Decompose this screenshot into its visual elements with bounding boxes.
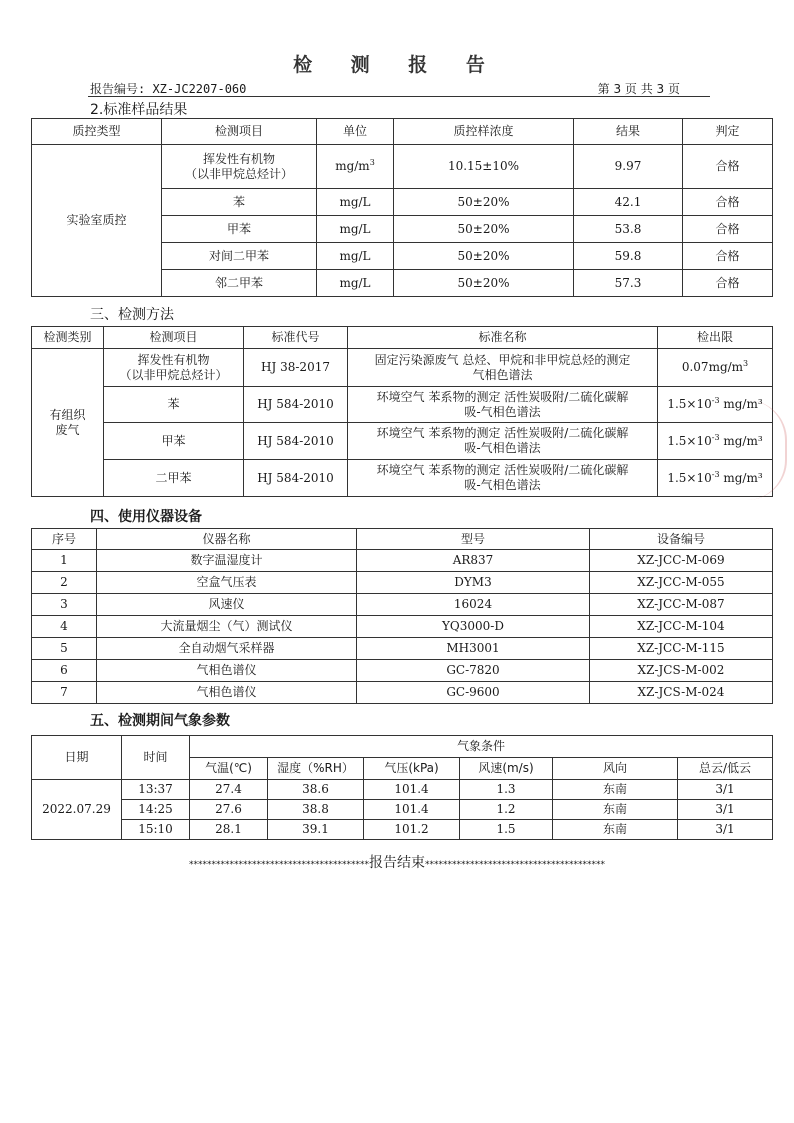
conc-cell: 50±20% (394, 270, 574, 297)
value-cell: 东南 (553, 780, 678, 800)
table-header-row (32, 529, 773, 550)
limit-text: 1.5×10 (667, 397, 712, 411)
header-cell: 质控类型 (32, 119, 162, 145)
value-cell: 3/1 (678, 780, 773, 800)
value-cell: 28.1 (190, 820, 268, 840)
report-header (88, 80, 710, 97)
table-row (32, 572, 773, 594)
section-methods-title: 三、检测方法 (90, 307, 174, 323)
value-cell: 27.6 (190, 800, 268, 820)
table-row (32, 423, 773, 460)
header-cell: 结果 (574, 119, 683, 145)
unit-superscript: 3 (369, 158, 375, 167)
table-row (32, 460, 773, 497)
instrument-name-cell: 风速仪 (97, 594, 357, 616)
table-header-row (32, 119, 773, 145)
value-cell: 38.6 (268, 780, 364, 800)
header-cell: 仪器名称 (97, 529, 357, 550)
category-cell: 有组织废气 (32, 349, 104, 497)
stars-right: **************************************** (425, 860, 605, 870)
table-row (32, 820, 773, 840)
seq-cell: 1 (32, 550, 97, 572)
seal-stamp-edge (745, 400, 787, 500)
header-cell: 质控样浓度 (394, 119, 574, 145)
standard-name-line1: 环境空气 苯系物的测定 活性炭吸附/二硫化碳解 (376, 463, 629, 477)
item-name-note: （以非甲烷总烃计） (119, 367, 228, 382)
table-row (32, 145, 773, 189)
item-name: 挥发性有机物 (137, 352, 210, 367)
subheader-cell: 风速(m/s) (460, 758, 553, 780)
header-cell: 检测类别 (32, 327, 104, 349)
seq-cell: 7 (32, 682, 97, 704)
equipment-no-cell: XZ-JCS-M-002 (590, 660, 773, 682)
limit-tail: mg/m³ (719, 433, 763, 448)
methods-table (31, 326, 773, 497)
limit-tail: mg/m³ (719, 397, 763, 411)
table-row (32, 550, 773, 572)
instrument-name-cell: 气相色谱仪 (97, 660, 357, 682)
item-cell: 苯 (162, 189, 317, 216)
header-cell: 判定 (683, 119, 773, 145)
table-row (32, 616, 773, 638)
instrument-name-cell: 空盒气压表 (97, 572, 357, 594)
result-cell: 9.97 (574, 145, 683, 189)
table-row (32, 780, 773, 800)
code-cell: HJ 584-2010 (244, 423, 348, 460)
standard-name-cell (348, 349, 658, 387)
report-title: 检 测 报 告 (293, 54, 501, 76)
judge-cell: 合格 (683, 189, 773, 216)
seq-cell: 5 (32, 638, 97, 660)
judge-cell: 合格 (683, 243, 773, 270)
model-cell: 16024 (357, 594, 590, 616)
equipment-no-cell: XZ-JCC-M-069 (590, 550, 773, 572)
model-cell: AR837 (357, 550, 590, 572)
seq-cell: 3 (32, 594, 97, 616)
value-cell: 101.4 (364, 780, 460, 800)
weather-table (31, 735, 773, 840)
subheader-cell: 风向 (553, 758, 678, 780)
report-number: 报告编号: XZ-JC2207-060 (90, 82, 247, 96)
unit-cell: mg/L (317, 216, 394, 243)
standard-name-cell (348, 423, 658, 460)
judge-cell: 合格 (683, 145, 773, 189)
value-cell: 39.1 (268, 820, 364, 840)
model-cell: DYM3 (357, 572, 590, 594)
value-cell: 东南 (553, 800, 678, 820)
item-cell (162, 145, 317, 189)
code-cell: HJ 584-2010 (244, 460, 348, 497)
header-cell: 时间 (122, 736, 190, 780)
header-cell: 序号 (32, 529, 97, 550)
section-standard-sample-title: 2.标准样品结果 (90, 102, 188, 118)
result-cell: 57.3 (574, 270, 683, 297)
limit-tail: mg/m³ (719, 470, 763, 485)
value-cell: 3/1 (678, 820, 773, 840)
standard-name-line2: 吸-气相色谱法 (464, 478, 541, 492)
date-cell: 2022.07.29 (32, 780, 122, 840)
judge-cell: 合格 (683, 270, 773, 297)
header-cell: 标准代号 (244, 327, 348, 349)
standard-name-line2: 吸-气相色谱法 (464, 441, 541, 455)
limit-text: 1.5×10 (667, 433, 712, 448)
conc-cell: 50±20% (394, 216, 574, 243)
equipment-no-cell: XZ-JCC-M-115 (590, 638, 773, 660)
item-cell: 甲苯 (162, 216, 317, 243)
conc-cell: 10.15±10% (394, 145, 574, 189)
value-cell: 东南 (553, 820, 678, 840)
table-row (32, 638, 773, 660)
header-cell: 气象条件 (190, 736, 773, 758)
unit-text: mg/m (335, 159, 370, 173)
limit-text: 0.07mg/m (681, 360, 744, 374)
header-cell: 标准名称 (348, 327, 658, 349)
table-header-row (32, 736, 773, 758)
value-cell: 27.4 (190, 780, 268, 800)
header-cell: 检测项目 (104, 327, 244, 349)
unit-cell (317, 145, 394, 189)
standard-name-line1: 固定污染源废气 总烃、甲烷和非甲烷总烃的测定 (374, 352, 631, 367)
limit-superscript: -3 (711, 469, 720, 479)
subheader-cell: 气温(℃) (190, 758, 268, 780)
table-row (32, 349, 773, 387)
model-cell: GC-7820 (357, 660, 590, 682)
value-cell: 3/1 (678, 800, 773, 820)
standard-name-cell (348, 460, 658, 497)
equipment-no-cell: XZ-JCC-M-087 (590, 594, 773, 616)
equipment-no-cell: XZ-JCC-M-104 (590, 616, 773, 638)
header-cell: 日期 (32, 736, 122, 780)
limit-superscript: 3 (743, 359, 749, 368)
time-cell: 14:25 (122, 800, 190, 820)
standard-name-line2: 气相色谱法 (472, 367, 533, 382)
item-cell (104, 349, 244, 387)
code-cell: HJ 584-2010 (244, 387, 348, 423)
seq-cell: 2 (32, 572, 97, 594)
judge-cell: 合格 (683, 216, 773, 243)
subheader-cell: 总云/低云 (678, 758, 773, 780)
value-cell: 101.4 (364, 800, 460, 820)
item-cell: 二甲苯 (104, 460, 244, 497)
limit-superscript: -3 (711, 432, 720, 442)
item-cell: 甲苯 (104, 423, 244, 460)
instrument-name-cell: 全自动烟气采样器 (97, 638, 357, 660)
result-cell: 59.8 (574, 243, 683, 270)
section-equipment-title: 四、使用仪器设备 (90, 509, 202, 525)
header-cell: 单位 (317, 119, 394, 145)
unit-cell: mg/L (317, 243, 394, 270)
instrument-name-cell: 气相色谱仪 (97, 682, 357, 704)
time-cell: 13:37 (122, 780, 190, 800)
item-cell: 苯 (104, 387, 244, 423)
value-cell: 101.2 (364, 820, 460, 840)
item-cell: 邻二甲苯 (162, 270, 317, 297)
result-cell: 42.1 (574, 189, 683, 216)
model-cell: MH3001 (357, 638, 590, 660)
table-row (32, 594, 773, 616)
instrument-name-cell: 大流量烟尘（气）测试仪 (97, 616, 357, 638)
table-row (32, 660, 773, 682)
subheader-cell: 湿度（%RH） (268, 758, 364, 780)
conc-cell: 50±20% (394, 189, 574, 216)
code-cell: HJ 38-2017 (244, 349, 348, 387)
standard-name-line1: 环境空气 苯系物的测定 活性炭吸附/二硫化碳解 (376, 389, 629, 404)
standard-name-cell (348, 387, 658, 423)
section-weather-title: 五、检测期间气象参数 (90, 713, 230, 729)
report-end-line (0, 852, 794, 872)
table-header-row (32, 327, 773, 349)
table-row (32, 387, 773, 423)
limit-superscript: -3 (711, 396, 720, 405)
standard-name-line2: 吸-气相色谱法 (464, 404, 541, 419)
unit-cell: mg/L (317, 270, 394, 297)
seq-cell: 4 (32, 616, 97, 638)
header-cell: 设备编号 (590, 529, 773, 550)
result-cell: 53.8 (574, 216, 683, 243)
page-info: 第 3 页 共 3 页 (597, 82, 680, 96)
header-cell: 型号 (357, 529, 590, 550)
table-row (32, 800, 773, 820)
unit-cell: mg/L (317, 189, 394, 216)
conc-cell: 50±20% (394, 243, 574, 270)
model-cell: YQ3000-D (357, 616, 590, 638)
seq-cell: 6 (32, 660, 97, 682)
equipment-no-cell: XZ-JCS-M-024 (590, 682, 773, 704)
item-name-note: （以非甲烷总烃计） (184, 166, 293, 181)
value-cell: 1.2 (460, 800, 553, 820)
subheader-cell: 气压(kPa) (364, 758, 460, 780)
item-name: 挥发性有机物 (202, 151, 275, 166)
model-cell: GC-9600 (357, 682, 590, 704)
equipment-table (31, 528, 773, 704)
standard-name-line1: 环境空气 苯系物的测定 活性炭吸附/二硫化碳解 (376, 426, 629, 440)
limit-text: 1.5×10 (667, 470, 712, 485)
value-cell: 1.3 (460, 780, 553, 800)
value-cell: 38.8 (268, 800, 364, 820)
stars-left: **************************************** (189, 860, 369, 870)
limit-cell (658, 349, 773, 387)
table-row (32, 682, 773, 704)
report-end-text: 报告结束 (369, 855, 425, 871)
equipment-no-cell: XZ-JCC-M-055 (590, 572, 773, 594)
time-cell: 15:10 (122, 820, 190, 840)
header-cell: 检出限 (658, 327, 773, 349)
value-cell: 1.5 (460, 820, 553, 840)
qc-type-cell: 实验室质控 (32, 145, 162, 297)
standard-sample-table (31, 118, 773, 297)
header-cell: 检测项目 (162, 119, 317, 145)
item-cell: 对间二甲苯 (162, 243, 317, 270)
instrument-name-cell: 数字温湿度计 (97, 550, 357, 572)
